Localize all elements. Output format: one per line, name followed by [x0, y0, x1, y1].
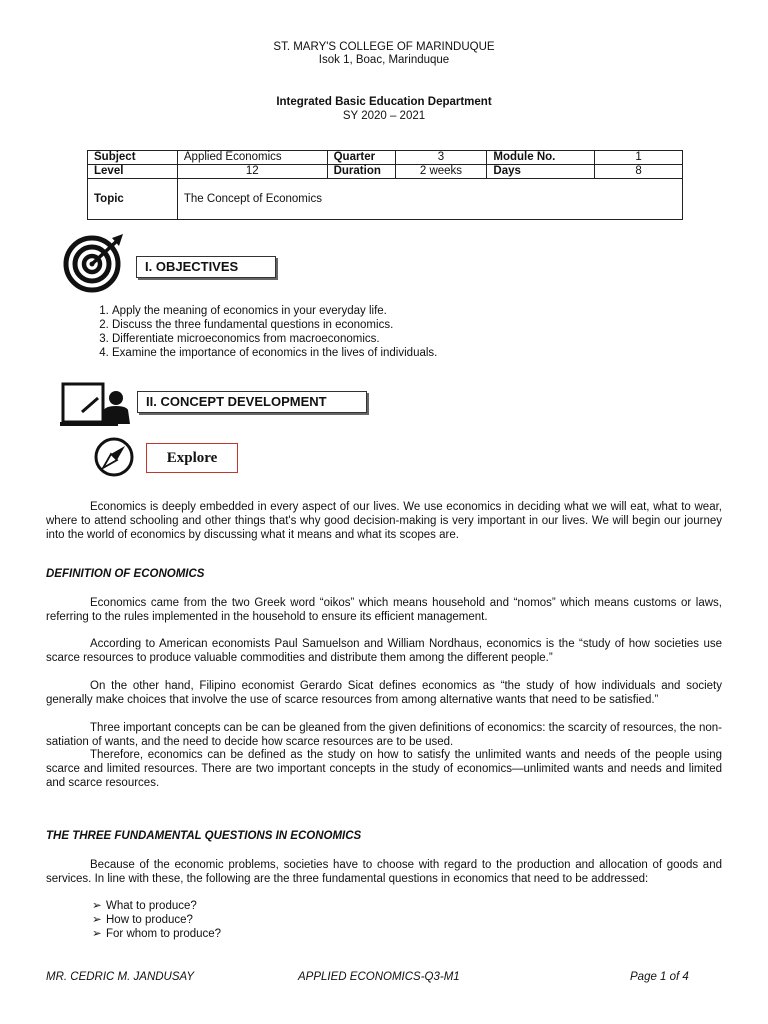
intro-paragraph: Economics is deeply embedded in every aspect of our lives. We use economics in deciding what we will eat, what to wear, where to attend schooling and other things that's why good decision-making is very important in our lives. We will begin our journey into the world of economics by discussing what it means and what its scopes are. — [46, 501, 722, 541]
footer-module-code: APPLIED ECONOMICS-Q3-M1 — [298, 971, 460, 983]
arrow-bullet-icon: ➢ — [92, 928, 102, 940]
quarter-value: 3 — [395, 151, 487, 165]
subject-label: Subject — [88, 151, 178, 165]
module-value: 1 — [595, 151, 683, 165]
department-title: Integrated Basic Education Department — [276, 96, 492, 108]
compass-icon — [92, 436, 138, 478]
paragraph: Three important concepts can be can be gleaned from the given definitions of economics: the scarcity of resources, the non-satiation of wants, and the need to decide how scarce resources are to be used. — [46, 722, 722, 748]
list-item: ➢ What to produce? — [92, 900, 197, 912]
topic-label: Topic — [88, 179, 178, 220]
definition-heading: DEFINITION OF ECONOMICS — [46, 568, 205, 580]
arrow-bullet-icon: ➢ — [92, 914, 102, 926]
table-row — [88, 151, 683, 165]
fundamental-questions-heading: THE THREE FUNDAMENTAL QUESTIONS IN ECONOMICS — [46, 830, 362, 842]
school-address: Isok 1, Boac, Marinduque — [318, 54, 450, 66]
school-year: SY 2020 – 2021 — [342, 110, 426, 122]
objectives-list — [90, 304, 437, 360]
arrow-bullet-icon: ➢ — [92, 900, 102, 912]
table-row — [88, 165, 683, 179]
list-item: 2. Discuss the three fundamental questions in economics. — [112, 318, 437, 332]
list-item: 3. Differentiate microeconomics from macroeconomics. — [112, 332, 437, 346]
module-info-table — [87, 150, 683, 220]
duration-label: Duration — [327, 165, 395, 179]
subject-value: Applied Economics — [177, 151, 327, 165]
teacher-board-icon — [60, 380, 132, 430]
list-item: 1. Apply the meaning of economics in your everyday life. — [112, 304, 437, 318]
module-label: Module No. — [487, 151, 595, 165]
level-value: 12 — [177, 165, 327, 179]
paragraph: Because of the economic problems, societies have to choose with regard to the production and allocation of goods and services. In line with these, the following are the three fundamental questions in economics that need to be addressed: — [46, 859, 722, 885]
quarter-label: Quarter — [327, 151, 395, 165]
concept-heading: II. CONCEPT DEVELOPMENT — [137, 391, 367, 413]
paragraph: According to American economists Paul Samuelson and William Nordhaus, economics is the “study of how societies use scarce resources to produce valuable commodities and distribute them among the different people.” — [46, 638, 722, 664]
footer-author: MR. CEDRIC M. JANDUSAY — [46, 971, 195, 983]
questions-list — [92, 899, 221, 941]
level-label: Level — [88, 165, 178, 179]
table-row — [88, 179, 683, 220]
paragraph: Economics came from the two Greek word “oikos” which means household and “nomos” which means customs or laws, referring to the rules implemented in the household to ensure its efficient management. — [46, 597, 722, 623]
target-icon — [60, 234, 128, 292]
topic-value: The Concept of Economics — [177, 179, 682, 220]
school-name: ST. MARY'S COLLEGE OF MARINDUQUE — [273, 41, 495, 53]
footer-page-number: Page 1 of 4 — [630, 971, 689, 983]
list-item: 4. Examine the importance of economics in the lives of individuals. — [112, 346, 437, 360]
days-label: Days — [487, 165, 595, 179]
paragraph: Therefore, economics can be defined as the study on how to satisfy the unlimited wants and needs of the people using scarce and limited resources. There are two important concepts in the study of economics—unlimited wants and needs and limited and scarce resources. — [46, 749, 722, 789]
explore-label: Explore — [146, 443, 238, 473]
paragraph: On the other hand, Filipino economist Gerardo Sicat defines economics as “the study of how individuals and society generally make choices that involve the use of scarce resources from among alternative wants that need to be satisfied.” — [46, 680, 722, 706]
list-item: ➢ How to produce? — [92, 914, 193, 926]
list-item: ➢ For whom to produce? — [92, 928, 222, 940]
objectives-heading: I. OBJECTIVES — [136, 256, 276, 278]
duration-value: 2 weeks — [395, 165, 487, 179]
days-value: 8 — [595, 165, 683, 179]
